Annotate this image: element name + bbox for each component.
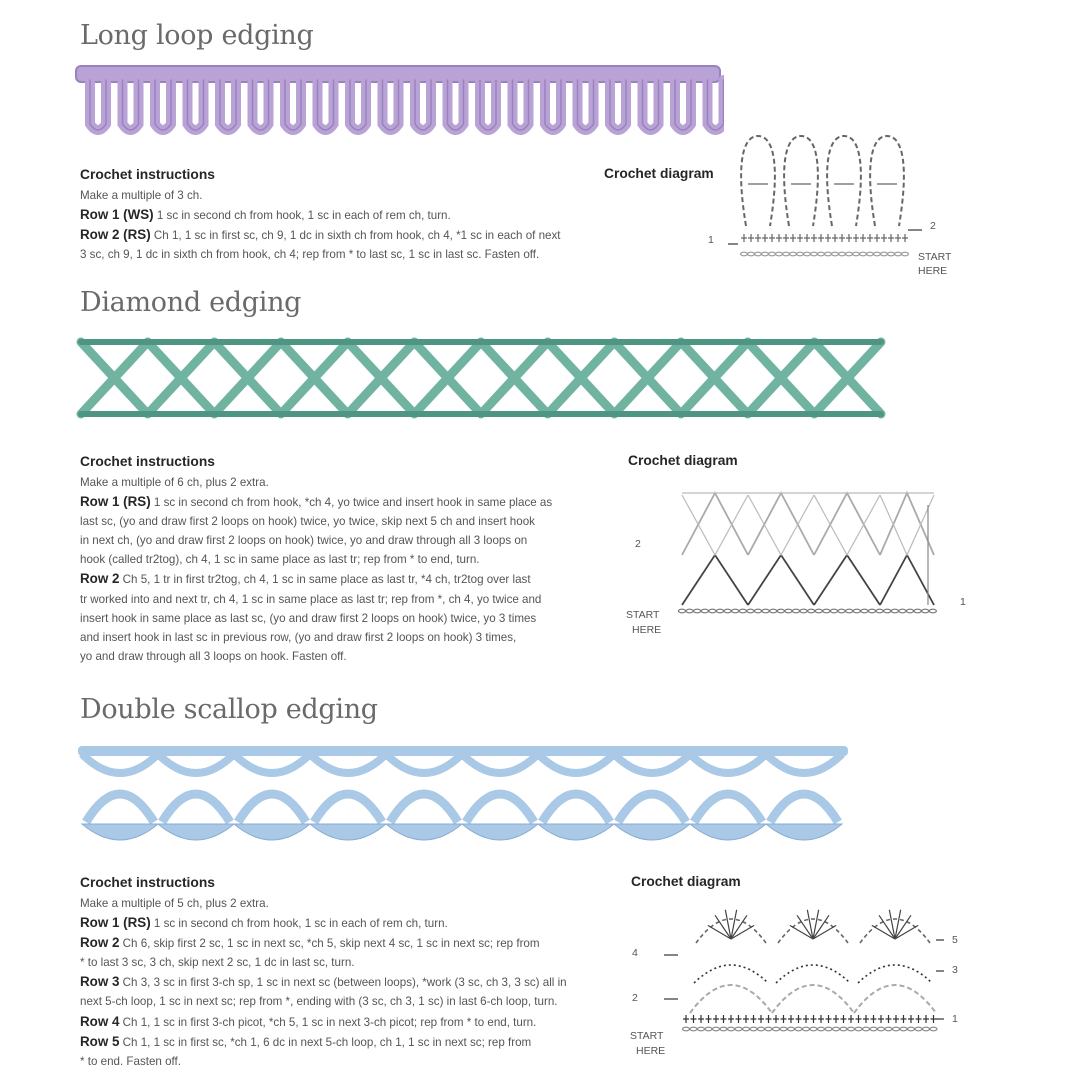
chain-stitch (683, 1027, 690, 1031)
sc-stitch (811, 1015, 817, 1023)
row-label: Row 4 (80, 1013, 120, 1029)
sc-stitch (698, 1015, 704, 1023)
yarn-scallop (314, 794, 382, 822)
row-number-label: 3 (952, 964, 958, 976)
sc-stitch (916, 1015, 922, 1023)
yarn-scallop-base (234, 824, 310, 840)
row-continuation: * to last 3 sc, 3 ch, skip next 2 sc, 1 dc in last sc, turn. (80, 956, 355, 970)
yarn-upper-arc (310, 754, 386, 773)
dc-scallop (860, 919, 930, 943)
diagram-title: Crochet diagram (604, 166, 714, 181)
row-continuation: insert hook in same place as last sc, (yo and draw first 2 loops on hook) twice, yo 3 times (80, 611, 537, 625)
sc-stitch (683, 1015, 689, 1023)
row-number-label: 2 (635, 538, 641, 550)
sc-stitch (923, 1015, 929, 1023)
chain-stitch (773, 1027, 780, 1031)
chain-stitch (788, 1027, 795, 1031)
row-text: Ch 3, 3 sc in first 3-ch sp, 1 sc in next sc (between loops), *work (3 sc, ch 3, 3 sc) all in (119, 976, 567, 990)
sc-stitch (706, 1015, 712, 1023)
yarn-scallop (542, 794, 610, 822)
row-continuation: last sc, (yo and draw first 2 loops on hook) twice, yo twice, skip next 5 ch and insert hook (80, 515, 535, 529)
row-line (80, 972, 600, 992)
chain-loop-row2 (772, 985, 854, 1013)
sc-stitch (878, 1015, 884, 1023)
sc-stitch (691, 1015, 697, 1023)
chain-stitch (848, 1027, 855, 1031)
sc-stitch (901, 1015, 907, 1023)
dc-stitch (790, 925, 813, 939)
yarn-scallop-base (462, 824, 538, 840)
row-number-label: 4 (632, 947, 638, 959)
dc-stitch (708, 925, 731, 939)
chain-stitch (743, 1027, 750, 1031)
sc-stitch (773, 1015, 779, 1023)
row-label: Row 2 (RS) (80, 227, 151, 243)
chain-stitch (818, 1027, 825, 1031)
sc-stitch (788, 1015, 794, 1023)
yarn-scallop-base (158, 824, 234, 840)
sc-stitch (856, 1015, 862, 1023)
yarn-upper-arc (158, 754, 234, 773)
sc-stitch (893, 1015, 899, 1023)
row-line (80, 1032, 600, 1052)
instructions-heading: Crochet instructions (80, 875, 215, 890)
dc-stitch (813, 925, 836, 939)
yarn-scallop (694, 794, 762, 822)
sc-stitch (758, 1015, 764, 1023)
sc-row3 (776, 965, 850, 983)
row-continuation: * to end. Fasten off. (80, 1054, 181, 1068)
yarn-scallop (466, 794, 534, 822)
chain-stitch (900, 1027, 907, 1031)
chain-stitch (795, 1027, 802, 1031)
sc-stitch (833, 1015, 839, 1023)
intro-line: Make a multiple of 3 ch. (80, 189, 203, 202)
chain-stitch (870, 1027, 877, 1031)
sc-stitch (931, 1015, 937, 1023)
yarn-scallop (618, 794, 686, 822)
sc-stitch (871, 1015, 877, 1023)
row-label: Row 2 (80, 571, 120, 587)
chain-loop-row2 (690, 985, 772, 1013)
chain-stitch (758, 1027, 765, 1031)
chain-stitch (908, 1027, 915, 1031)
sc-stitch (841, 1015, 847, 1023)
row-label: Row 2 (80, 935, 120, 951)
sc-stitch (886, 1015, 892, 1023)
diagram-title: Crochet diagram (628, 453, 738, 468)
yarn-upper-arc (690, 754, 766, 773)
row-text: Ch 1, 1 sc in first sc, *ch 1, 6 dc in next 5-ch loop, ch 1, 1 sc in next sc; rep from (119, 1035, 532, 1049)
dc-stitch (731, 925, 754, 939)
chain-stitch (885, 1027, 892, 1031)
yarn-scallop-base (614, 824, 690, 840)
yarn-scallop (390, 794, 458, 822)
dc-stitch (895, 925, 918, 939)
chain-stitch (855, 1027, 862, 1031)
row-text: 1 sc in second ch from hook, 1 sc in each of rem ch, turn. (153, 209, 451, 223)
sc-stitch (713, 1015, 719, 1023)
yarn-upper-arc (614, 754, 690, 773)
sc-stitch (803, 1015, 809, 1023)
yarn-scallop-base (766, 824, 842, 840)
sc-row3 (858, 965, 932, 983)
yarn-scallop (770, 794, 838, 822)
chain-stitch (713, 1027, 720, 1031)
yarn-upper-arc (766, 754, 842, 773)
row-label: Row 3 (80, 974, 120, 990)
section-title: Long loop edging (80, 20, 314, 51)
row-number-label: 2 (930, 220, 936, 232)
start-label: HERE (918, 265, 948, 277)
row-text: Ch 1, 1 sc in first sc, ch 9, 1 dc in sixth ch from hook, ch 4, *1 sc in each of next (150, 229, 561, 243)
start-label: START (626, 609, 660, 621)
row-continuation: in next ch, (yo and draw first 2 loops on hook) twice, yo and draw through all 3 loops on (80, 534, 528, 548)
section-title: Diamond edging (80, 287, 302, 318)
row-continuation: hook (called tr2tog), ch 4, 1 sc in same place as last tr; rep from * to end, turn. (80, 553, 480, 567)
yarn-scallop (86, 794, 154, 822)
row-label: Row 5 (80, 1033, 120, 1049)
sc-row3 (694, 965, 768, 983)
row-continuation: yo and draw through all 3 loops on hook. Fasten off. (80, 649, 347, 663)
diagram-double-scallop (664, 895, 944, 1045)
diagram-title: Crochet diagram (631, 874, 741, 889)
row-number-label: 1 (960, 596, 966, 608)
chain-stitch (915, 1027, 922, 1031)
instructions-heading: Crochet instructions (80, 167, 215, 182)
chain-stitch (840, 1027, 847, 1031)
swatch-double-scallop (76, 740, 856, 860)
dc-scallop (778, 919, 848, 943)
sc-stitch (826, 1015, 832, 1023)
yarn-upper-arc (386, 754, 462, 773)
row-label: Row 1 (RS) (80, 494, 151, 510)
sc-stitch (781, 1015, 787, 1023)
chain-stitch (863, 1027, 870, 1031)
sc-stitch (728, 1015, 734, 1023)
row-text: Ch 6, skip first 2 sc, 1 sc in next sc, *ch 5, skip next 4 sc, 1 sc in next sc; rep from (119, 937, 540, 951)
sc-stitch (908, 1015, 914, 1023)
row-number-label: 5 (952, 934, 958, 946)
row-text: Ch 1, 1 sc in first 3-ch picot, *ch 5, 1 sc in next 3-ch picot; rep from * to end, turn. (119, 1015, 537, 1029)
sc-stitch (818, 1015, 824, 1023)
chain-stitch (705, 1027, 712, 1031)
sc-stitch (751, 1015, 757, 1023)
yarn-scallop-base (386, 824, 462, 840)
yarn-scallop (238, 794, 306, 822)
yarn-scallop-base (690, 824, 766, 840)
chain-stitch (735, 1027, 742, 1031)
chain-stitch (765, 1027, 772, 1031)
section-title: Double scallop edging (80, 694, 378, 725)
chain-stitch (780, 1027, 787, 1031)
row-text: 1 sc in second ch from hook, *ch 4, yo twice and insert hook in same place as (150, 496, 553, 510)
row-number-label: 1 (952, 1013, 958, 1025)
dc-stitch (872, 925, 895, 939)
sc-stitch (796, 1015, 802, 1023)
sc-stitch (863, 1015, 869, 1023)
row-line (80, 1012, 600, 1032)
sc-stitch (743, 1015, 749, 1023)
chain-loop-row2 (854, 985, 936, 1013)
start-label: START (918, 251, 952, 263)
row-continuation: next 5-ch loop, 1 sc in next sc; rep from *, ending with (3 sc, ch 3, 1 sc) in last 6-ch loop, turn. (80, 995, 558, 1009)
chain-stitch (825, 1027, 832, 1031)
yarn-upper-arc (538, 754, 614, 773)
yarn-scallop-base (310, 824, 386, 840)
row-line (80, 913, 600, 933)
row-continuation: 3 sc, ch 9, 1 dc in sixth ch from hook, ch 4; rep from * to last sc, 1 sc in last sc. Fasten off. (80, 248, 540, 262)
row-line (80, 933, 600, 953)
yarn-upper-arc (82, 754, 158, 773)
chain-stitch (750, 1027, 757, 1031)
chain-stitch (728, 1027, 735, 1031)
chain-stitch (893, 1027, 900, 1031)
sc-stitch (848, 1015, 854, 1023)
yarn-upper-arc (234, 754, 310, 773)
instructions-double-scallop (80, 873, 600, 1071)
start-label: HERE (636, 1045, 666, 1057)
sc-stitch (736, 1015, 742, 1023)
chain-stitch (720, 1027, 727, 1031)
row-label: Row 1 (RS) (80, 915, 151, 931)
yarn-upper-arc (462, 754, 538, 773)
start-label: START (630, 1030, 664, 1042)
chain-stitch (810, 1027, 817, 1031)
instructions-heading: Crochet instructions (80, 454, 215, 469)
chain-stitch (923, 1027, 930, 1031)
row-text: Ch 5, 1 tr in first tr2tog, ch 4, 1 sc in same place as last tr, *4 ch, tr2tog over last (119, 573, 531, 587)
yarn-scallop-base (82, 824, 158, 840)
chain-stitch (698, 1027, 705, 1031)
chain-stitch (803, 1027, 810, 1031)
row-label: Row 1 (WS) (80, 207, 154, 223)
chain-stitch (930, 1027, 937, 1031)
start-label: HERE (632, 624, 662, 636)
yarn-scallop-base (538, 824, 614, 840)
row-number-label: 1 (708, 234, 714, 246)
sc-stitch (766, 1015, 772, 1023)
chain-stitch (878, 1027, 885, 1031)
row-continuation: tr worked into and next tr, ch 4, 1 sc in same place as last tr; rep from *, ch 4, yo twice and (80, 592, 542, 606)
row-number-label: 2 (632, 992, 638, 1004)
row-continuation: and insert hook in last sc in previous row, (yo and draw first 2 loops on hook) 3 times, (80, 630, 517, 644)
chain-stitch (833, 1027, 840, 1031)
dc-scallop (696, 919, 766, 943)
yarn-scallop (162, 794, 230, 822)
row-text: 1 sc in second ch from hook, 1 sc in each of rem ch, turn. (150, 917, 448, 931)
sc-stitch (721, 1015, 727, 1023)
chain-stitch (690, 1027, 697, 1031)
intro-line: Make a multiple of 5 ch, plus 2 extra. (80, 897, 269, 910)
intro-line: Make a multiple of 6 ch, plus 2 extra. (80, 476, 269, 489)
